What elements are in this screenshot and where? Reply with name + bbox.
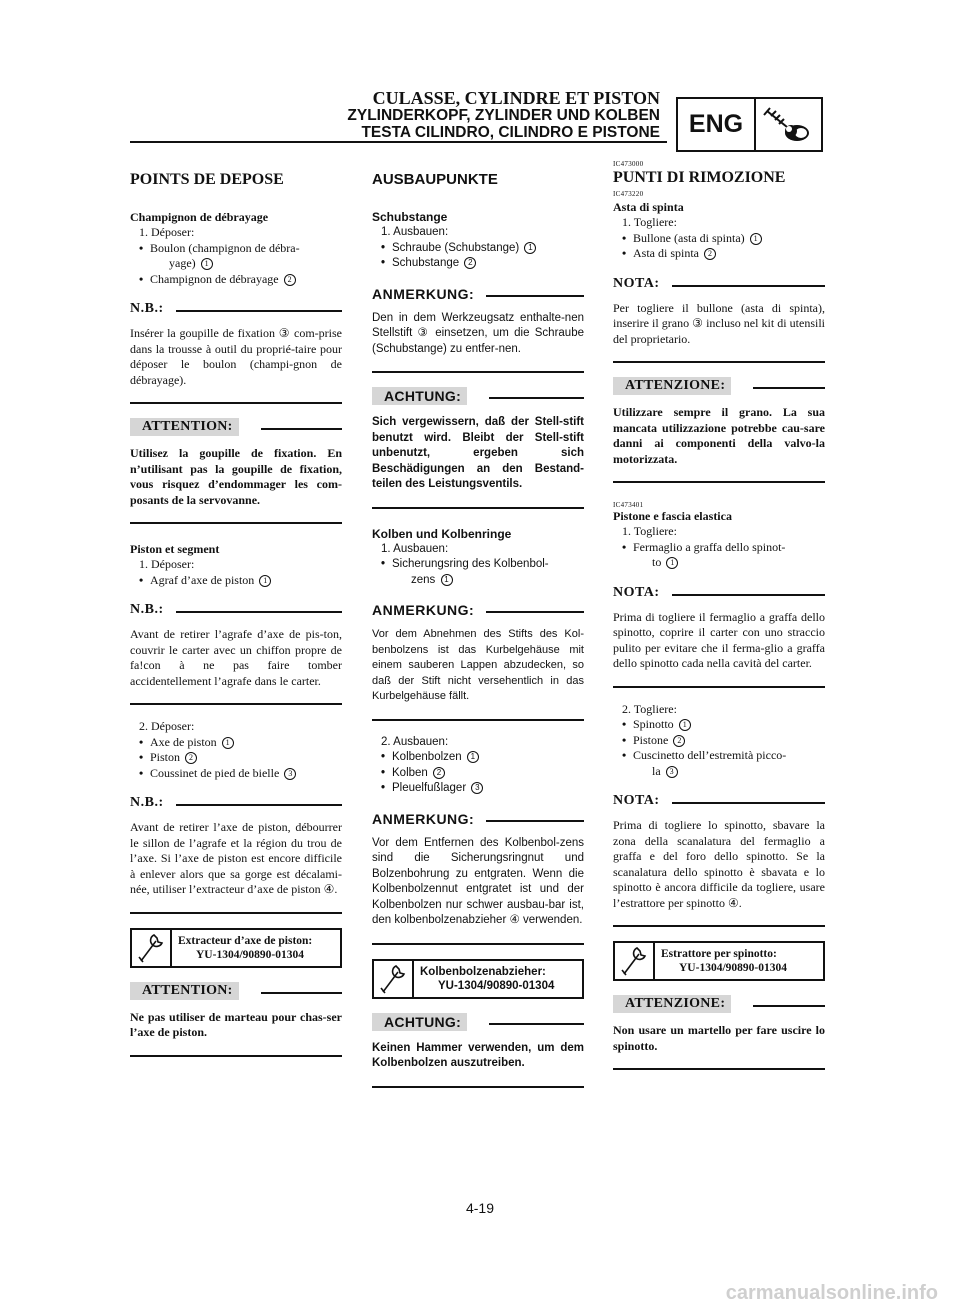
note-label: NOTA: — [613, 584, 660, 600]
caution-end-rule — [372, 1086, 584, 1088]
note-heading — [372, 286, 584, 302]
callout-number: 2 — [433, 767, 445, 779]
list-item — [613, 540, 825, 556]
list-item-text: Champignon de débrayage — [150, 271, 279, 286]
note-label: ANMERKUNG: — [372, 602, 475, 618]
list-item — [372, 766, 584, 782]
list-item-text: Coussinet de pied de bielle — [150, 765, 280, 780]
tool-name: Extracteur d’axe de piston: — [178, 934, 313, 947]
special-tool-box — [372, 959, 584, 999]
step-label: 1. Togliere: — [622, 524, 677, 538]
caution-label: ATTENZIONE: — [613, 995, 731, 1013]
list-item-text: Spinotto — [633, 717, 674, 731]
eng-badge — [676, 97, 823, 152]
list-item-text: Boulon (champignon de débra- — [150, 240, 300, 255]
callout-number: 2 — [673, 735, 685, 747]
note-end-rule — [130, 912, 342, 914]
caution-rule — [489, 1023, 584, 1025]
callout-number: 3 — [666, 766, 678, 778]
header-title-it: TESTA CILINDRO, CILINDRO E PISTONE — [361, 124, 660, 141]
column-german — [372, 160, 584, 1102]
note-text: Avant de retirer l’agrafe d’axe de pis-ton, couvrir le carter avec un chiffon propre de fa!con à ne pas faire tomber accidentellement l’agrafe dans le carter. — [130, 627, 342, 688]
caution-text: Ne pas utiliser de marteau pour chas-ser l’axe de piston. — [130, 1009, 342, 1039]
caution-heading — [613, 995, 825, 1013]
callout-number: 1 — [201, 258, 213, 270]
list-item-text: Asta di spinta — [633, 246, 699, 260]
caution-label: ACHTUNG: — [372, 387, 467, 405]
callout-number: 1 — [679, 719, 691, 731]
list-item — [130, 750, 342, 766]
list-item-text: zens — [411, 573, 436, 586]
note-rule — [176, 310, 342, 312]
list-item — [372, 241, 584, 257]
note-text: Insérer la goupille de fixation ③ com-prise dans la trousse à outil du proprié-taire pour déposer le boulon (champi-gnon de débrayage). — [130, 326, 342, 387]
subsection-title: Champignon de débrayage — [130, 210, 269, 224]
list-item-text: yage) — [169, 256, 196, 270]
list-item — [130, 735, 342, 751]
list-item-text: to — [652, 555, 662, 569]
caution-label: ACHTUNG: — [372, 1013, 467, 1031]
list-item-text: Fermaglio a graffa dello spinot- — [633, 539, 786, 554]
section-title: PUNTI DI RIMOZIONE — [613, 169, 786, 186]
caution-rule — [489, 397, 584, 399]
note-label: NOTA: — [613, 793, 660, 808]
step-label: 1. Ausbauen: — [381, 226, 449, 238]
note-end-rule — [130, 703, 342, 705]
note-text: Den in dem Werkzeugsatz enthalte-nen Stellstift ③ einsetzen, um die Schraube (Schubstange) zu entfer-nen. — [372, 311, 584, 355]
caution-label: ATTENTION: — [130, 418, 239, 436]
caution-end-rule — [613, 1068, 825, 1070]
tool-name: Estrattore per spinotto: — [661, 948, 777, 960]
caution-label: ATTENTION: — [130, 982, 239, 1000]
caution-text: Keinen Hammer verwenden, um dem Kolbenbolzen auszutreiben. — [372, 1041, 584, 1069]
list-item-text: Pleuelfußlager — [392, 782, 467, 794]
callout-number: 1 — [666, 557, 678, 569]
note-end-rule — [372, 371, 584, 373]
caution-heading — [130, 418, 342, 436]
step-label: 1. Togliere: — [622, 215, 677, 229]
step-label: 1. Déposer: — [139, 225, 195, 239]
doc-code: IC473401 — [613, 501, 644, 509]
note-end-rule — [130, 402, 342, 404]
note-heading — [130, 795, 342, 811]
note-heading — [372, 811, 584, 827]
wrench-icon — [132, 930, 172, 966]
callout-number: 1 — [524, 242, 536, 254]
column-french — [130, 160, 342, 1071]
callout-number: 3 — [284, 768, 296, 780]
list-item — [130, 241, 342, 257]
header-title-de: ZYLINDERKOPF, ZYLINDER UND KOLBEN — [347, 107, 660, 124]
list-item — [372, 781, 584, 797]
subsection-title: Piston et segment — [130, 542, 220, 556]
note-end-rule — [372, 943, 584, 945]
caution-text: Utilisez la goupille de fixation. En n’utilisant pas la goupille de fixation, vous risquez d’endommager les com-posants de la servovanne. — [130, 446, 342, 507]
section-header — [300, 90, 660, 141]
step-label: 2. Déposer: — [139, 719, 195, 733]
list-item-text: Cuscinetto dell’estremità picco- — [633, 748, 787, 762]
callout-number: 3 — [471, 782, 483, 794]
list-item — [613, 246, 825, 262]
note-rule — [486, 611, 584, 613]
list-item — [613, 748, 825, 764]
list-item-text: Piston — [150, 750, 181, 764]
list-item — [130, 573, 342, 589]
list-item — [372, 750, 584, 766]
caution-text: Non usare un martello per fare uscire lo spinotto. — [613, 1023, 825, 1053]
caution-heading — [613, 377, 825, 395]
engine-wrench-icon — [756, 99, 821, 150]
wrench-icon — [374, 961, 414, 997]
callout-number: 2 — [185, 752, 197, 764]
list-item-text: Kolbenbolzen — [392, 751, 462, 763]
caution-end-rule — [130, 1055, 342, 1057]
list-item — [613, 733, 825, 749]
list-item-cont — [372, 573, 584, 589]
note-heading — [613, 276, 825, 292]
caution-rule — [261, 992, 342, 994]
note-end-rule — [372, 719, 584, 721]
special-tool-box — [613, 941, 825, 981]
note-end-rule — [613, 686, 825, 688]
step-label: 1. Ausbauen: — [381, 542, 449, 555]
list-item — [130, 766, 342, 782]
note-rule — [672, 594, 825, 596]
doc-code: IC473000 — [613, 160, 644, 168]
subsection-title: Asta di spinta — [613, 200, 684, 214]
note-rule — [486, 295, 584, 297]
note-heading — [372, 602, 584, 618]
caution-text: Sich vergewissern, daß der Stell-stift benutzt wird. Bleibt der Stell-stift unbenutzt, ergeben sich Beschädigungen an den Bestand-teilen des Leistungsventils. — [372, 416, 584, 490]
callout-number: 1 — [441, 574, 453, 586]
list-item-text: Schraube (Schubstange) — [392, 241, 520, 254]
caution-label: ATTENZIONE: — [613, 377, 731, 395]
note-label: N.B.: — [130, 795, 164, 810]
note-label: N.B.: — [130, 301, 164, 316]
header-rule — [130, 141, 667, 143]
tool-code: YU-1304/90890-01304 — [196, 948, 304, 961]
callout-number: 1 — [259, 575, 271, 587]
subsection-title: Schubstange — [372, 210, 448, 224]
note-heading — [130, 602, 342, 618]
list-item-text: Sicherungsring des Kolbenbol- — [392, 558, 549, 570]
list-item-text: la — [652, 763, 661, 778]
note-rule — [176, 804, 342, 806]
subsection-title: Pistone e fascia elastica — [613, 509, 732, 523]
note-rule — [176, 611, 342, 613]
caution-end-rule — [130, 522, 342, 524]
callout-number: 1 — [750, 233, 762, 245]
special-tool-box — [130, 928, 342, 968]
callout-number: 2 — [464, 257, 476, 269]
list-item-text: Bullone (asta di spinta) — [633, 230, 745, 245]
note-text: Per togliere il bullone (asta di spinta), inserire il grano ③ incluso nel kit di utensili del proprietario. — [613, 300, 825, 346]
note-end-rule — [613, 925, 825, 927]
caution-rule — [753, 387, 825, 389]
caution-end-rule — [613, 481, 825, 483]
note-label: ANMERKUNG: — [372, 810, 475, 827]
note-text: Avant de retirer l’axe de piston, débourrer le sillon de l’agrafe et la région du trou de l’axe. Si l’axe de piston est encore difficile à enlever alors que sa gorge est décalami-née, utiliser l’extracteur d’axe de piston ④. — [130, 820, 342, 896]
column-italian — [613, 160, 825, 1084]
watermark: carmanualsonline.info — [725, 1282, 938, 1304]
section-title: POINTS DE DEPOSE — [130, 171, 284, 188]
caution-heading — [372, 387, 584, 405]
callout-number: 1 — [222, 737, 234, 749]
note-text: Vor dem Abnehmen des Stifts des Kol-benbolzens ist das Kurbelgehäuse mit einem sauberen Lappen abzudecken, so daß der Stift nicht versehentlich in das Kurbelgehäuse fällt. — [372, 628, 584, 702]
section-title: AUSBAUPUNKTE — [372, 171, 498, 188]
caution-heading — [372, 1013, 584, 1031]
note-text: Prima di togliere il fermaglio a graffa dello spinotto, coprire il carter con uno straccio pulito per evitare che il ferma-glio a graffa dello spinotto cada nella cavità del carter. — [613, 609, 825, 670]
list-item-text: Pistone — [633, 732, 669, 747]
list-item-text: Kolben — [392, 766, 428, 779]
header-title-fr: CULASSE, CYLINDRE ET PISTON — [372, 88, 660, 108]
caution-heading — [130, 982, 342, 1000]
tool-code: YU-1304/90890-01304 — [438, 979, 555, 992]
note-end-rule — [613, 361, 825, 363]
step-label: 1. Déposer: — [139, 557, 195, 571]
eng-label: ENG — [678, 99, 756, 150]
page-number: 4-19 — [465, 1200, 495, 1216]
list-item-text: Axe de piston — [150, 734, 217, 749]
note-label: N.B.: — [130, 602, 164, 617]
note-heading — [130, 301, 342, 317]
note-rule — [672, 285, 825, 287]
list-item-text: Schubstange — [392, 257, 460, 269]
step-label: 2. Togliere: — [622, 701, 677, 716]
note-rule — [672, 802, 825, 804]
doc-code: IC473220 — [613, 190, 644, 198]
note-label: ANMERKUNG: — [372, 285, 475, 302]
caution-rule — [753, 1005, 825, 1007]
tool-name: Kolbenbolzenabzieher: — [420, 965, 546, 978]
list-item-cont — [613, 555, 825, 571]
list-item-cont — [130, 256, 342, 272]
note-text: Vor dem Entfernen des Kolbenbol-zens sind die Sicherungsringnut und Bolzenbohrung zu entgraten. Wenn die Kolbenbolzennut entgratet ist und der Kolbenbolzen nur schwer ausbau-bar ist, den kolbenbolzenabzieher ④ verwenden. — [372, 836, 584, 926]
note-label: NOTA: — [613, 275, 660, 291]
callout-number: 1 — [467, 751, 479, 763]
note-heading — [613, 585, 825, 601]
callout-number: 2 — [284, 274, 296, 286]
caution-text: Utilizzare sempre il grano. La sua mancata utilizzazione potrebbe cau-sare danni ai componenti della valvo-la motorizzata. — [613, 405, 825, 466]
list-item-cont — [613, 764, 825, 780]
step-label: 2. Ausbauen: — [381, 735, 449, 748]
wrench-icon — [615, 943, 655, 979]
list-item — [372, 256, 584, 272]
caution-end-rule — [372, 507, 584, 509]
tool-code: YU-1304/90890-01304 — [679, 962, 787, 974]
list-item — [130, 272, 342, 288]
list-item — [372, 557, 584, 573]
list-item — [613, 717, 825, 733]
list-item-text: Agraf d’axe de piston — [150, 572, 255, 587]
note-text: Prima di togliere lo spinotto, sbavare la zona della scanalatura del fermaglio a graffa e del foro dello spinotto. Se la scanalatura dello spinotto è sbavata e lo spinotto è ancora difficile da togliere, usare l’estrattore per spinotto ④. — [613, 818, 825, 910]
caution-rule — [261, 428, 342, 430]
note-rule — [486, 820, 584, 822]
subsection-title: Kolben und Kolbenringe — [372, 526, 512, 541]
note-heading — [613, 793, 825, 809]
list-item — [613, 231, 825, 247]
callout-number: 2 — [704, 248, 716, 260]
